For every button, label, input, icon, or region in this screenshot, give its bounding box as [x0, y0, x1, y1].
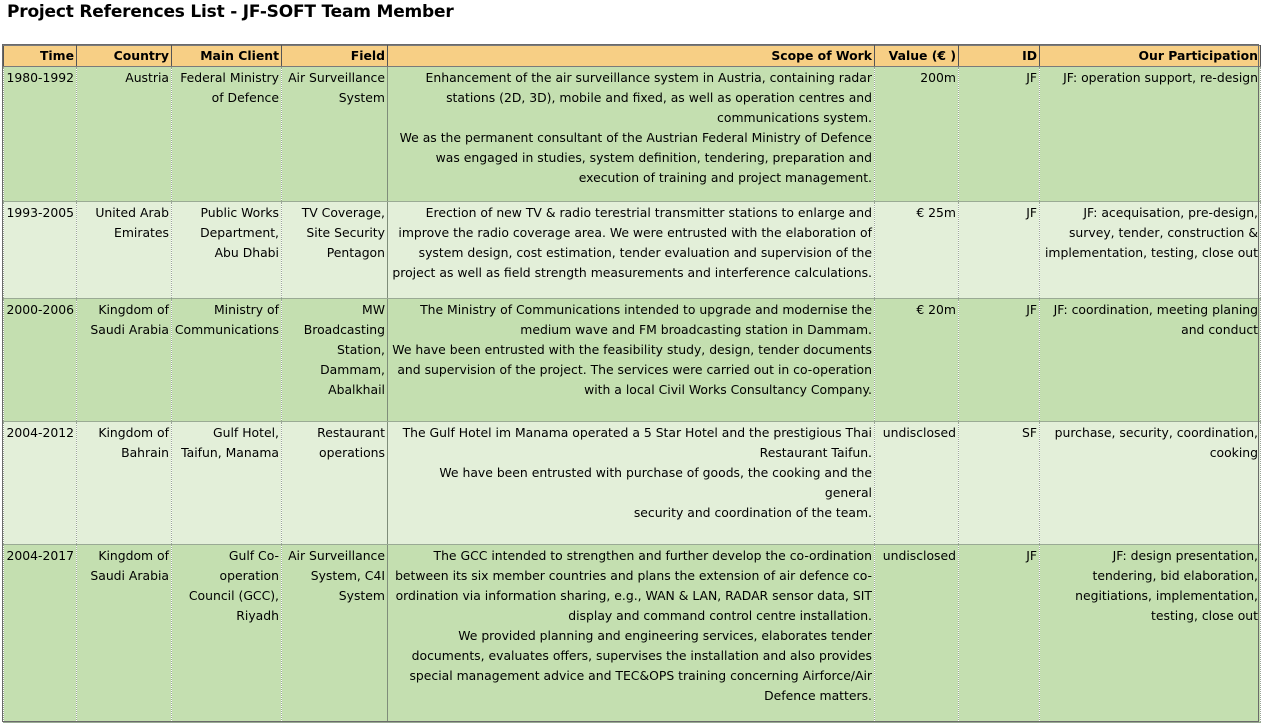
col-header-scope[interactable]: Scope of Work: [388, 46, 875, 67]
cell-participation[interactable]: JF: design presentation, tendering, bid elaboration, negitiations, implementation, testing, close out: [1040, 545, 1261, 723]
cell-scope[interactable]: The GCC intended to strengthen and further develop the co-ordination between its six member countries and plans the extension of air defence co- ordination via information sharing, e.g., WAN & LAN, RADAR sensor data, SIT display and command control centre installation. We provided planning and engineering services, elaborates tender documents, evaluates offers, supervises the installation and also provides special management advice and TEC&OPS training concerning Airforce/Air Defence matters.: [388, 545, 875, 723]
cell-field[interactable]: TV Coverage, Site Security Pentagon: [282, 202, 388, 299]
page-title: Project References List - JF-SOFT Team Member: [7, 2, 454, 22]
header-row: [4, 46, 1261, 67]
cell-country[interactable]: United Arab Emirates: [77, 202, 172, 299]
cell-id[interactable]: JF: [959, 545, 1040, 723]
cell-client[interactable]: Public Works Department, Abu Dhabi: [172, 202, 282, 299]
col-header-id[interactable]: ID: [959, 46, 1040, 67]
cell-client[interactable]: Gulf Hotel, Taifun, Manama: [172, 422, 282, 545]
cell-id[interactable]: JF: [959, 67, 1040, 202]
project-references-table: [3, 45, 1261, 723]
col-header-participation[interactable]: Our Participation: [1040, 46, 1261, 67]
cell-scope[interactable]: The Gulf Hotel im Manama operated a 5 Star Hotel and the prestigious Thai Restaurant Taifun. We have been entrusted with purchase of goods, the cooking and the general security and coordination of the team.: [388, 422, 875, 545]
cell-value[interactable]: undisclosed: [875, 422, 959, 545]
cell-time[interactable]: 2000-2006: [4, 299, 77, 422]
cell-id[interactable]: SF: [959, 422, 1040, 545]
cell-field[interactable]: Air Surveillance System: [282, 67, 388, 202]
cell-participation[interactable]: JF: acequisation, pre-design, survey, tender, construction & implementation, testing, close out: [1040, 202, 1261, 299]
cell-participation[interactable]: purchase, security, coordination, cooking: [1040, 422, 1261, 545]
cell-participation[interactable]: JF: coordination, meeting planing and conduct: [1040, 299, 1261, 422]
cell-time[interactable]: 2004-2017: [4, 545, 77, 723]
cell-country[interactable]: Kingdom of Saudi Arabia: [77, 299, 172, 422]
cell-field[interactable]: Air Surveillance System, C4I System: [282, 545, 388, 723]
col-header-country[interactable]: Country: [77, 46, 172, 67]
cell-participation[interactable]: JF: operation support, re-design: [1040, 67, 1261, 202]
cell-field[interactable]: Restaurant operations: [282, 422, 388, 545]
cell-client[interactable]: Gulf Co- operation Council (GCC), Riyadh: [172, 545, 282, 723]
col-header-time[interactable]: Time: [4, 46, 77, 67]
table-row: [4, 299, 1261, 422]
cell-value[interactable]: undisclosed: [875, 545, 959, 723]
cell-id[interactable]: JF: [959, 202, 1040, 299]
cell-time[interactable]: 1980-1992: [4, 67, 77, 202]
table-row: [4, 545, 1261, 723]
cell-country[interactable]: Kingdom of Saudi Arabia: [77, 545, 172, 723]
cell-id[interactable]: JF: [959, 299, 1040, 422]
cell-client[interactable]: Ministry of Communications: [172, 299, 282, 422]
col-header-main-client[interactable]: Main Client: [172, 46, 282, 67]
table-row: [4, 67, 1261, 202]
cell-country[interactable]: Austria: [77, 67, 172, 202]
col-header-field[interactable]: Field: [282, 46, 388, 67]
cell-field[interactable]: MW Broadcasting Station, Dammam, Abalkhail: [282, 299, 388, 422]
cell-time[interactable]: 1993-2005: [4, 202, 77, 299]
cell-scope[interactable]: The Ministry of Communications intended to upgrade and modernise the medium wave and FM broadcasting station in Dammam. We have been entrusted with the feasibility study, design, tender documents and supervision of the project. The services were carried out in co-operation with a local Civil Works Consultancy Company.: [388, 299, 875, 422]
table-row: [4, 202, 1261, 299]
col-header-value[interactable]: Value (€ ): [875, 46, 959, 67]
cell-time[interactable]: 2004-2012: [4, 422, 77, 545]
cell-scope[interactable]: Enhancement of the air surveillance system in Austria, containing radar stations (2D, 3D), mobile and fixed, as well as operation centres and communications system. We as the permanent consultant of the Austrian Federal Ministry of Defence was engaged in studies, system definition, tendering, preparation and execution of training and project management.: [388, 67, 875, 202]
cell-client[interactable]: Federal Ministry of Defence: [172, 67, 282, 202]
cell-value[interactable]: € 25m: [875, 202, 959, 299]
cell-scope[interactable]: Erection of new TV & radio terestrial transmitter stations to enlarge and improve the radio coverage area. We were entrusted with the elaboration of system design, cost estimation, tender evaluation and supervision of the project as well as field strength measurements and interference calculations.: [388, 202, 875, 299]
cell-country[interactable]: Kingdom of Bahrain: [77, 422, 172, 545]
table-row: [4, 422, 1261, 545]
cell-value[interactable]: € 20m: [875, 299, 959, 422]
cell-value[interactable]: 200m: [875, 67, 959, 202]
